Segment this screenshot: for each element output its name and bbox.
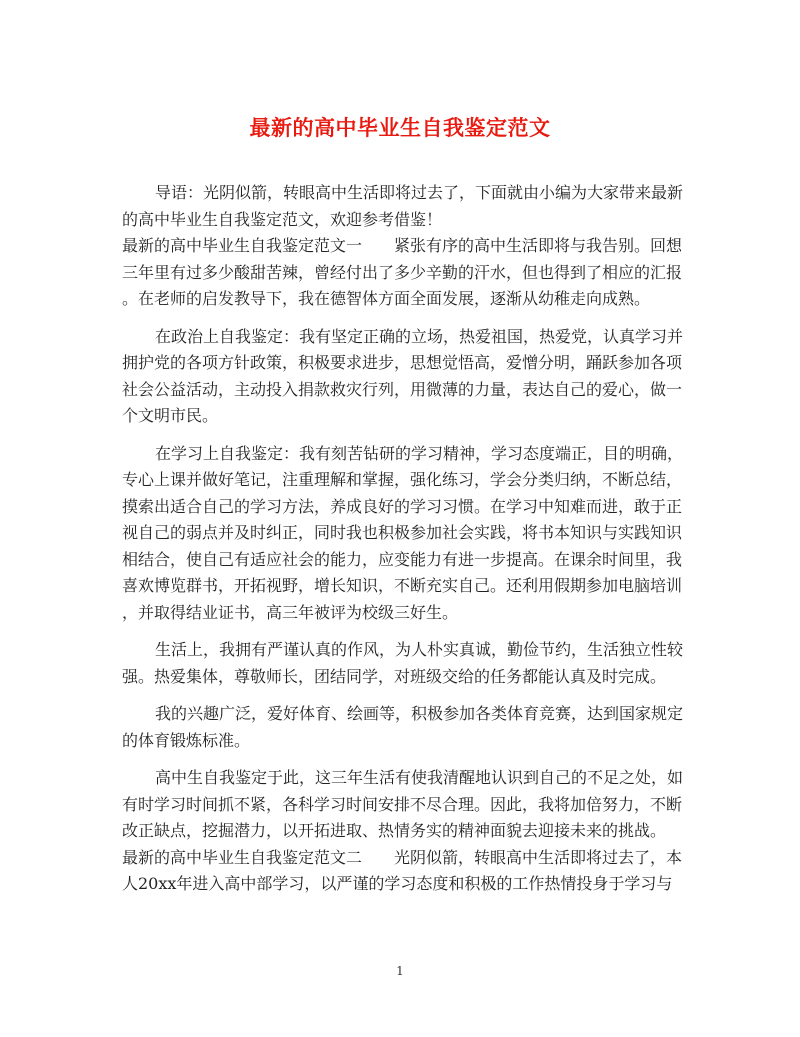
paragraph-essay-one-heading bbox=[122, 233, 683, 313]
paragraph-intro bbox=[122, 180, 684, 233]
text-line: 有时学习时间抓不紧，各科学习时间安排不尽合理。因此，我将加倍努力，不断 bbox=[122, 794, 683, 814]
text-line: 强。热爱集体，尊敬师长，团结同学，对班级交给的任务都能认真及时完成。 bbox=[122, 666, 667, 686]
paragraph-essay-two-heading bbox=[122, 845, 683, 898]
paragraph-summary bbox=[122, 765, 684, 845]
text-line: 高中生自我鉴定于此，这三年生活有使我清醒地认识到自己的不足之处，如 bbox=[155, 768, 684, 787]
document-body bbox=[122, 180, 684, 898]
paragraph-politics bbox=[122, 324, 684, 430]
text-line: 在学习上自我鉴定：我有刻苦钻研的学习精神，学习态度端正，目的明确， bbox=[155, 443, 684, 463]
text-line: 的体育锻炼标准。 bbox=[122, 730, 251, 750]
text-line: ，并取得结业证书，高三年被评为校级三好生。 bbox=[122, 602, 459, 622]
page-title: 最新的高中毕业生自我鉴定范文 bbox=[249, 115, 551, 140]
text-line: 摸索出适合自己的学习方法，养成良好的学习习惯。在学习中知难而进，敢于正 bbox=[122, 496, 683, 516]
text-line: 最新的高中毕业生自我鉴定范文一 紧张有序的高中生活即将与我告别。回想 bbox=[122, 236, 683, 255]
text-line: 视自己的弱点并及时纠正，同时我也积极参加社会实践，将书本知识与实践知识 bbox=[122, 523, 683, 542]
text-line: 导语：光阴似箭，转眼高中生活即将过去了，下面就由小编为大家带来最新 bbox=[155, 183, 684, 202]
text-line: 最新的高中毕业生自我鉴定范文二 光阴似箭，转眼高中生活即将过去了，本 bbox=[122, 847, 683, 867]
text-line: 专心上课并做好笔记，注重理解和掌握，强化练习，学会分类归纳，不断总结， bbox=[122, 470, 683, 489]
page-number: 1 bbox=[396, 964, 404, 978]
text-line: 相结合，使自己有适应社会的能力，应变能力有进一步提高。在课余时间里，我 bbox=[122, 549, 683, 569]
text-line: 三年里有过多少酸甜苦辣，曾经付出了多少辛勤的汗水，但也得到了相应的汇报 bbox=[122, 262, 683, 282]
text-line: 改正缺点，挖掘潜力，以开拓进取、热情务实的精神面貌去迎接未来的挑战。 bbox=[122, 821, 667, 840]
text-line: 我的兴趣广泛，爱好体育、绘画等，积极参加各类体育竞赛，达到国家规定 bbox=[155, 704, 684, 723]
paragraph-study bbox=[122, 441, 684, 627]
text-line: 社会公益活动，主动投入捐款救灾行列，用微薄的力量，表达自己的爱心，做一 bbox=[122, 379, 683, 399]
text-line: 喜欢博览群书，开拓视野，增长知识，不断充实自己。还利用假期参加电脑培训 bbox=[122, 576, 683, 595]
paragraph-interests bbox=[122, 701, 684, 754]
text-line: 个文明市民。 bbox=[122, 406, 219, 425]
text-line: 人20xx年进入高中部学习，以严谨的学习态度和积极的工作热情投身于学习与 bbox=[122, 874, 673, 893]
text-line: 拥护党的各项方针政策，积极要求进步，思想觉悟高，爱憎分明，踊跃参加各项 bbox=[122, 353, 683, 372]
text-line: 。在老师的启发教导下，我在德智体方面全面发展，逐渐从幼稚走向成熟。 bbox=[122, 289, 651, 308]
text-line: 的高中毕业生自我鉴定范文，欢迎参考借鉴！ bbox=[122, 209, 443, 229]
text-line: 生活上，我拥有严谨认真的作风，为人朴实真诚，勤俭节约，生活独立性较 bbox=[155, 640, 684, 659]
paragraph-life bbox=[122, 637, 684, 690]
text-line: 在政治上自我鉴定：我有坚定正确的立场，热爱祖国，热爱党，认真学习并 bbox=[155, 326, 684, 346]
